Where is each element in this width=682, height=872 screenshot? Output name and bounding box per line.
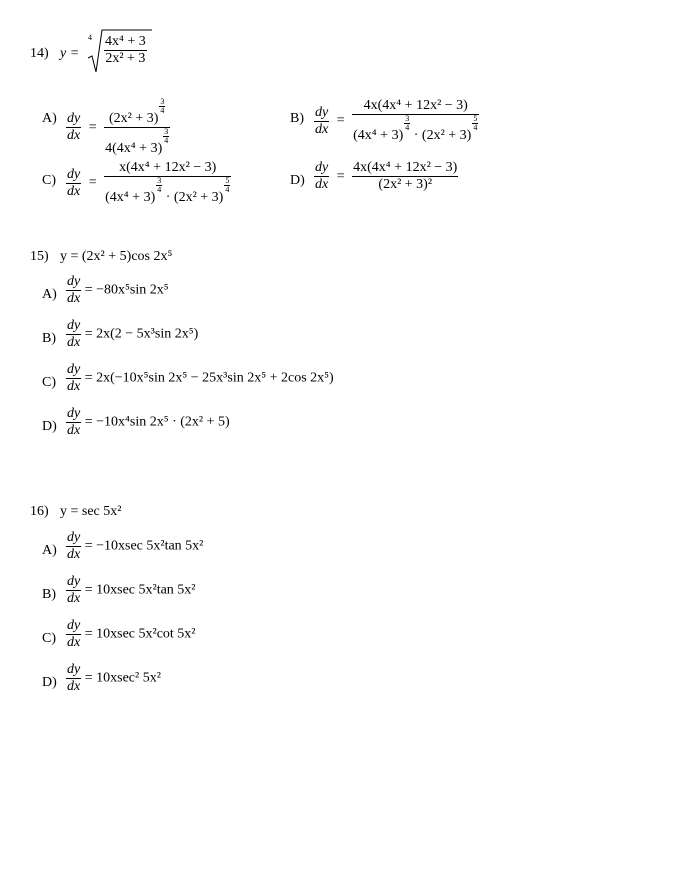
q14-option-d-letter: D) <box>290 173 305 188</box>
dx: dx <box>67 547 81 562</box>
dx: dx <box>67 591 81 606</box>
dy: dy <box>67 618 81 633</box>
denominator-b: (2x² + 3) <box>173 190 224 205</box>
q16-option[interactable] <box>66 530 203 563</box>
equals: = <box>336 168 345 184</box>
exp-den: 4 <box>225 185 230 194</box>
denominator-a: (4x⁴ + 3) <box>105 190 156 205</box>
equals: = <box>88 119 97 135</box>
dx: dx <box>67 335 81 350</box>
question-16-number: 16) <box>30 504 49 519</box>
q14-option-b-letter: B) <box>290 111 304 126</box>
option-rhs: = 10xsec 5x²cot 5x² <box>84 626 196 642</box>
dy: dy <box>315 160 329 175</box>
exp-num: 3 <box>160 97 165 106</box>
root-index: 4 <box>88 33 92 42</box>
question-15-expression: y = (2x² + 5)cos 2x⁵ <box>60 249 173 264</box>
exp-num: 5 <box>473 114 478 123</box>
dx: dx <box>67 291 81 306</box>
q15-option-letter: D) <box>42 419 57 434</box>
q14-option-c[interactable] <box>66 160 231 206</box>
radicand-denominator: 2x² + 3 <box>105 51 146 66</box>
numerator: x(4x⁴ + 12x² − 3) <box>104 160 231 177</box>
option-rhs: = −80x⁵sin 2x⁵ <box>84 282 169 298</box>
dy: dy <box>67 662 81 677</box>
dx: dx <box>67 423 81 438</box>
radicand-numerator: 4x⁴ + 3 <box>105 34 146 49</box>
numerator-base: (2x² + 3) <box>108 111 159 126</box>
exp-den: 4 <box>164 136 169 145</box>
question-16-expression: y = sec 5x² <box>60 504 122 519</box>
q16-option-letter: D) <box>42 675 57 690</box>
dy: dy <box>67 530 81 545</box>
q14-option-a-letter: A) <box>42 111 57 126</box>
question-15-number: 15) <box>30 249 49 264</box>
dot: · <box>165 190 171 205</box>
q16-option[interactable] <box>66 574 196 607</box>
dx: dx <box>67 379 81 394</box>
q16-option-letter: C) <box>42 631 56 646</box>
question-14-lhs: y = <box>60 46 80 61</box>
exp-num: 3 <box>164 127 169 136</box>
exp-den: 4 <box>157 185 162 194</box>
question-14-number: 14) <box>30 46 49 61</box>
denominator-base: 4(4x⁴ + 3) <box>105 141 163 156</box>
dx: dx <box>67 183 81 199</box>
dy: dy <box>67 274 81 289</box>
exp-den: 4 <box>405 123 410 132</box>
q15-option-letter: A) <box>42 287 57 302</box>
q15-option[interactable] <box>66 318 198 351</box>
dy: dy <box>315 104 329 120</box>
denominator-a: (4x⁴ + 3) <box>353 128 404 143</box>
option-rhs: = 10xsec² 5x² <box>84 670 161 686</box>
exp-num: 5 <box>225 176 230 185</box>
numerator: 4x(4x⁴ + 12x² − 3) <box>353 160 458 175</box>
dy: dy <box>67 111 81 126</box>
option-rhs: = 10xsec 5x²tan 5x² <box>84 582 196 598</box>
q16-option-letter: A) <box>42 543 57 558</box>
dy: dy <box>67 406 81 421</box>
dy: dy <box>67 574 81 589</box>
q14-option-c-letter: C) <box>42 173 56 188</box>
option-rhs: = 2x(2 − 5x³sin 2x⁵) <box>84 326 199 342</box>
denominator: (2x² + 3)² <box>378 177 433 192</box>
equals: = <box>336 113 345 129</box>
q14-option-a[interactable] <box>66 98 170 157</box>
dot: · <box>413 128 419 143</box>
numerator: 4x(4x⁴ + 12x² − 3) <box>352 98 479 115</box>
q15-option[interactable] <box>66 406 230 439</box>
q15-option-letter: B) <box>42 331 56 346</box>
q15-option-letter: C) <box>42 375 56 390</box>
exp-den: 4 <box>160 106 165 115</box>
dx: dx <box>315 177 329 192</box>
dx: dx <box>67 679 81 694</box>
exp-num: 3 <box>405 114 410 123</box>
question-14-radical <box>86 28 156 74</box>
equals: = <box>88 175 97 191</box>
denominator-b: (2x² + 3) <box>421 128 472 143</box>
exp-num: 3 <box>157 176 162 185</box>
option-rhs: = −10x⁴sin 2x⁵ · (2x² + 5) <box>84 414 230 430</box>
q14-option-d[interactable] <box>314 160 458 193</box>
dy: dy <box>67 362 81 377</box>
option-rhs: = 2x(−10x⁵sin 2x⁵ − 25x³sin 2x⁵ + 2cos 2x⁵) <box>84 370 334 386</box>
q14-option-b[interactable] <box>314 98 479 144</box>
q15-option[interactable] <box>66 362 334 395</box>
q16-option[interactable] <box>66 618 196 651</box>
dy: dy <box>67 318 81 333</box>
option-rhs: = −10xsec 5x²tan 5x² <box>84 538 204 554</box>
dx: dx <box>315 121 329 137</box>
q16-option-letter: B) <box>42 587 56 602</box>
q16-option[interactable] <box>66 662 161 695</box>
exp-den: 4 <box>473 123 478 132</box>
q15-option[interactable] <box>66 274 169 307</box>
dx: dx <box>67 128 81 143</box>
dy: dy <box>67 166 81 182</box>
dx: dx <box>67 635 81 650</box>
